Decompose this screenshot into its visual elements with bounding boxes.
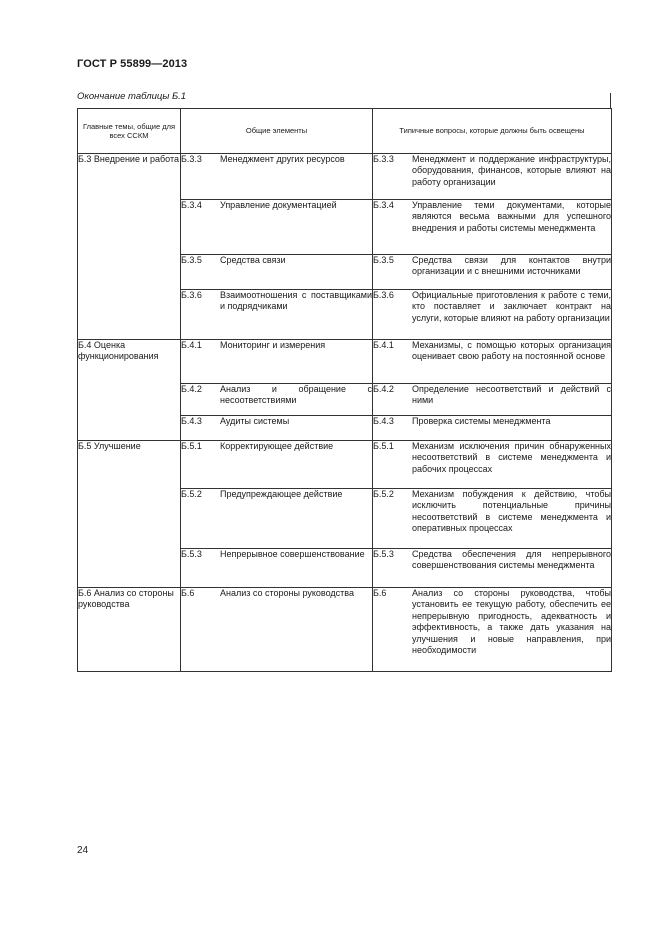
question-cell <box>373 200 612 255</box>
question-code: Б.5.1 <box>373 441 394 451</box>
element-code: Б.3.6 <box>181 290 202 300</box>
theme-label: Б.6 Анализ со стороны руководства <box>78 588 174 610</box>
question-code: Б.3.3 <box>373 154 394 164</box>
element-text: Непрерывное совершенствование <box>220 549 365 559</box>
theme-cell <box>78 588 181 672</box>
table-continuation-line <box>610 93 611 108</box>
question-cell <box>373 340 612 384</box>
question-cell <box>373 154 612 200</box>
question-text: Официальные приготовления к работе с теми, кто поставляет и заключает контракт на услуги, которые влияют на работу организации <box>412 290 611 323</box>
question-code: Б.3.5 <box>373 255 394 265</box>
element-cell <box>181 154 373 200</box>
question-text: Механизм побуждения к действию, чтобы исключить потенциальные причины несоответствий в системе менеджмента и оперативных процессах <box>412 489 611 534</box>
page-number: 24 <box>77 845 89 856</box>
question-cell <box>373 416 612 441</box>
element-text: Взаимоотношения с поставщиками и подрядчиками <box>220 290 372 312</box>
question-text: Менеджмент и поддержание инфраструктуры, оборудования, финансов, которые влияют на работу организации <box>412 154 611 187</box>
question-cell <box>373 489 612 549</box>
element-code: Б.3.4 <box>181 200 202 210</box>
question-text: Управление теми документами, которые являются весьма важными для успешного внедрения и работы системы менеджмента <box>412 200 611 233</box>
question-text: Средства связи для контактов внутри организации и с внешними источниками <box>412 255 611 277</box>
question-text: Средства обеспечения для непрерывного совершенствования системы менеджмента <box>412 549 611 571</box>
question-code: Б.3.4 <box>373 200 394 210</box>
element-code: Б.6 <box>181 588 195 598</box>
element-code: Б.4.3 <box>181 416 202 426</box>
question-code: Б.3.6 <box>373 290 394 300</box>
element-text: Управление документацией <box>220 200 337 210</box>
element-code: Б.3.5 <box>181 255 202 265</box>
question-cell <box>373 290 612 340</box>
theme-cell <box>78 154 181 340</box>
element-text: Аудиты системы <box>220 416 290 426</box>
header-typical-questions: Типичные вопросы, которые должны быть освещены <box>373 109 612 154</box>
table-row <box>78 340 612 384</box>
question-code: Б.4.3 <box>373 416 394 426</box>
question-text: Механизмы, с помощью которых организация оценивает свою работу на постоянной основе <box>412 340 611 362</box>
question-cell <box>373 588 612 672</box>
element-code: Б.4.1 <box>181 340 202 350</box>
theme-cell <box>78 340 181 441</box>
element-cell <box>181 489 373 549</box>
theme-cell <box>78 441 181 588</box>
question-cell <box>373 441 612 489</box>
header-main-themes: Главные темы, общие для всех ССКМ <box>78 109 181 154</box>
element-cell <box>181 200 373 255</box>
theme-label: Б.5 Улучшение <box>78 441 141 451</box>
question-code: Б.5.3 <box>373 549 394 559</box>
question-cell <box>373 549 612 588</box>
element-cell <box>181 384 373 416</box>
element-code: Б.5.1 <box>181 441 202 451</box>
table-row <box>78 154 612 200</box>
element-text: Менеджмент других ресурсов <box>220 154 345 164</box>
table-header-row <box>78 109 612 154</box>
element-cell <box>181 549 373 588</box>
question-code: Б.4.2 <box>373 384 394 394</box>
element-cell <box>181 416 373 441</box>
header-common-elements: Общие элементы <box>181 109 373 154</box>
question-code: Б.6 <box>373 588 387 598</box>
table-row <box>78 588 612 672</box>
table-body <box>78 154 612 672</box>
element-text: Анализ и обращение с несоответствиями <box>220 384 372 406</box>
question-cell <box>373 255 612 290</box>
elements-table <box>77 108 612 672</box>
element-text: Средства связи <box>220 255 286 265</box>
element-code: Б.3.3 <box>181 154 202 164</box>
table-caption: Окончание таблицы Б.1 <box>77 91 187 102</box>
question-code: Б.5.2 <box>373 489 394 499</box>
question-cell <box>373 384 612 416</box>
question-code: Б.4.1 <box>373 340 394 350</box>
question-text: Механизм исключения причин обнаруженных несоответствий в системе менеджмента и рабочих процессах <box>412 441 611 474</box>
question-text: Определение несоответствий и действий с ними <box>412 384 611 406</box>
table-row <box>78 441 612 489</box>
theme-label: Б.3 Внедрение и работа <box>78 154 179 164</box>
question-text: Анализ со стороны руководства, чтобы установить ее текущую работу, обеспечить ее непрерывную пригодность, адекватность и эффективность, а также дать указания на улучшения и новые направления, при необходимости <box>412 588 611 656</box>
element-text: Корректирующее действие <box>220 441 334 451</box>
element-text: Мониторинг и измерения <box>220 340 326 350</box>
element-code: Б.5.2 <box>181 489 202 499</box>
theme-label: Б.4 Оценка функционирования <box>78 340 159 362</box>
element-code: Б.4.2 <box>181 384 202 394</box>
element-cell <box>181 588 373 672</box>
question-text: Проверка системы менеджмента <box>412 416 551 426</box>
element-text: Предупреждающее действие <box>220 489 343 499</box>
element-cell <box>181 340 373 384</box>
element-cell <box>181 255 373 290</box>
element-cell <box>181 290 373 340</box>
document-header: ГОСТ Р 55899—2013 <box>77 58 188 70</box>
element-text: Анализ со стороны руководства <box>220 588 354 598</box>
element-code: Б.5.3 <box>181 549 202 559</box>
element-cell <box>181 441 373 489</box>
